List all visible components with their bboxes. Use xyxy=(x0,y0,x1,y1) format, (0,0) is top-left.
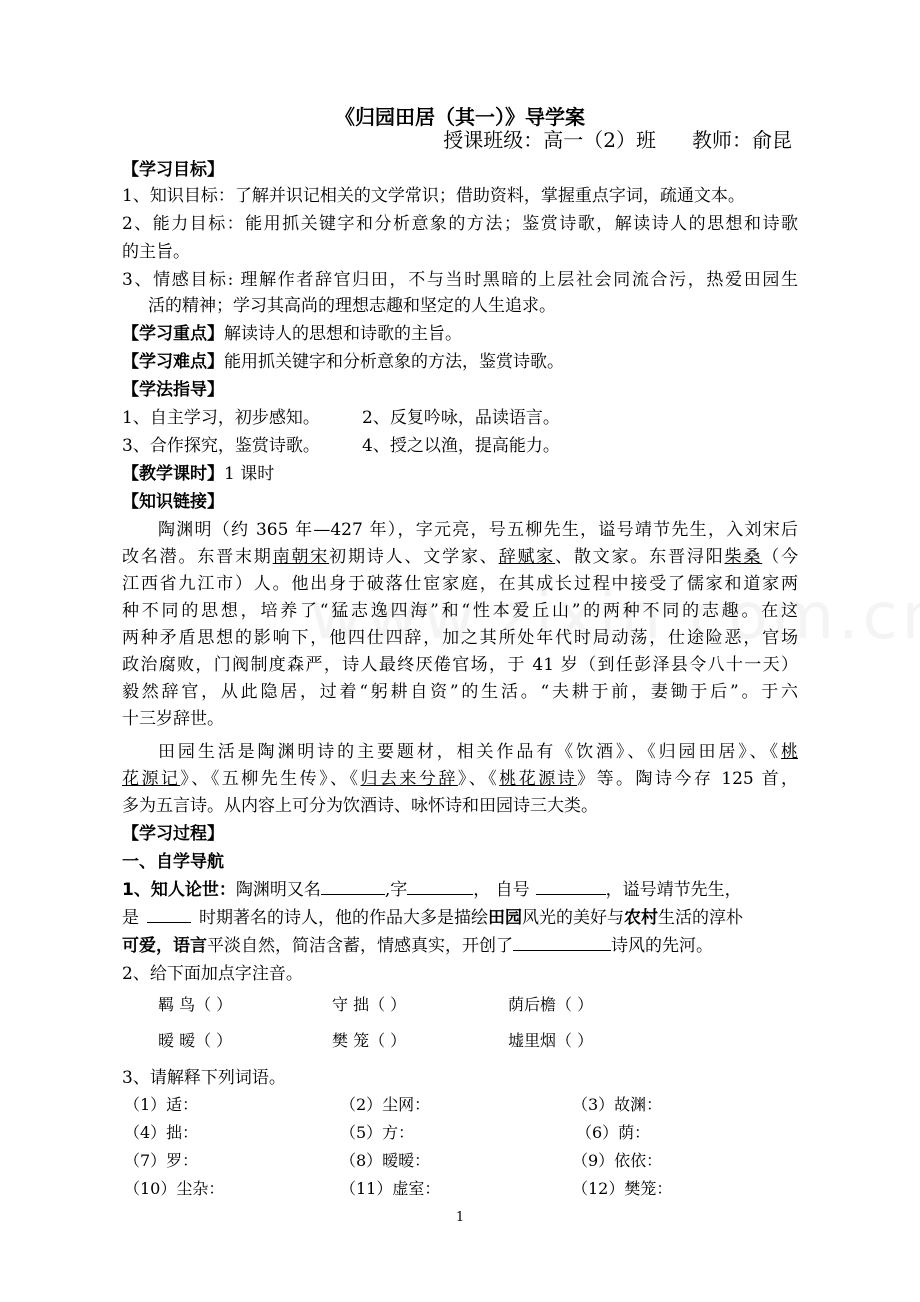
bio-line-8: 十三岁辞世。 xyxy=(122,709,224,729)
q1-bold: 农村 xyxy=(624,908,658,928)
page-number: 1 xyxy=(455,1210,465,1225)
link-taohuayuan-ji[interactable]: 桃 xyxy=(781,742,798,762)
pinyin-item[interactable]: 守 拙（ ） xyxy=(332,995,407,1014)
word-item[interactable]: （4）拙： xyxy=(124,1123,199,1142)
class-hours xyxy=(122,462,274,486)
link-cifu-jia[interactable]: 辞赋家 xyxy=(498,547,556,567)
word-item[interactable]: （8）暧暧： xyxy=(340,1151,431,1170)
blank-courtesy-name[interactable] xyxy=(407,879,473,895)
diff-text: 能用抓关键字和分析意象的方法，鉴赏诗歌。 xyxy=(224,352,564,372)
method-3: 3、合作探究，鉴赏诗歌。 xyxy=(122,436,320,456)
q1-text: ，谥号靖节先生， xyxy=(605,880,742,900)
bio-line-7: 毅然辞官，从此隐居，过着“躬耕自资”的生活。“夫耕于前，妻锄于后”。于六 xyxy=(122,682,798,702)
link-chaisang[interactable]: 柴桑 xyxy=(724,547,763,567)
bio-line-2 xyxy=(122,545,798,569)
bio-line-1: 陶渊明（约 365 年—427 年），字元亮，号五柳先生，谥号靖节先生，入刘宋后 xyxy=(158,520,798,540)
pinyin-item[interactable]: 暧 暧（ ） xyxy=(158,1031,233,1050)
key-text: 解读诗人的思想和诗歌的主旨。 xyxy=(224,324,462,344)
hours-text: 1 课时 xyxy=(224,464,275,484)
question-3: 3、请解释下列词语。 xyxy=(122,1068,286,1088)
works-text: 》、《五柳先生传》、《 xyxy=(180,769,361,789)
question-1-line-1 xyxy=(122,878,742,902)
q1-text: 诗风的先河。 xyxy=(611,936,713,956)
pinyin-item[interactable]: 樊 笼（ ） xyxy=(332,1031,407,1050)
method-heading: 【学法指导】 xyxy=(122,380,224,400)
bio-line-3: 江西省九江市）人。他出身于破落仕宦家庭，在其成长过程中接受了儒家和道家两 xyxy=(122,574,798,594)
blank-alias[interactable] xyxy=(321,879,385,895)
objective-3: 3、情感目标: 理解作者辞官归田，不与当时黑暗的上层社会同流合污，热爱田园生 xyxy=(122,270,798,290)
key-label: 【学习重点】 xyxy=(122,324,224,344)
bio-text: （今 xyxy=(762,547,799,567)
method-4: 4、授之以渔，提高能力。 xyxy=(362,436,560,456)
hours-label: 【教学课时】 xyxy=(122,464,224,484)
word-item[interactable]: （6）荫： xyxy=(576,1123,651,1142)
word-item[interactable]: （5）方： xyxy=(340,1123,415,1142)
word-item[interactable]: （2）尘网： xyxy=(340,1095,431,1114)
q1-text: 平淡自然，简洁含蓄，情感真实，开创了 xyxy=(207,936,513,956)
works-line-2 xyxy=(122,767,798,791)
q1-text: 时期著名的诗人，他的作品大多是描绘 xyxy=(199,908,488,928)
method-1: 1、自主学习，初步感知。 xyxy=(122,408,320,428)
word-item[interactable]: （1）适： xyxy=(124,1095,199,1114)
class-teacher-line xyxy=(443,127,792,153)
class-info: 授课班级：高一（2）班 xyxy=(443,128,656,152)
method-2: 2、反复吟咏，品读语言。 xyxy=(362,408,560,428)
link-nanchao-song[interactable]: 南朝宋 xyxy=(272,547,330,567)
works-text: 田园生活是陶渊明诗的主要题材，相关作品有《饮酒》、《归园田居》、《 xyxy=(158,742,781,762)
works-text: 》等。陶诗今存 125 首， xyxy=(577,769,799,789)
word-item[interactable]: （3）故渊： xyxy=(572,1095,663,1114)
blank-self-title[interactable] xyxy=(536,879,606,895)
question-1-line-3 xyxy=(122,934,713,958)
blank-poetic-style[interactable] xyxy=(513,935,611,951)
page-title: 《归园田居（其一）》导学案 xyxy=(335,105,585,129)
bio-text: 初期诗人、文学家、 xyxy=(329,547,499,567)
objectives-heading: 【学习目标】 xyxy=(122,160,224,180)
q1-text: 陶渊明又名 xyxy=(235,880,321,900)
question-2: 2、给下面加点字注音。 xyxy=(122,964,303,984)
pinyin-item[interactable]: 羁 鸟（ ） xyxy=(158,995,233,1014)
difficulty xyxy=(122,350,564,374)
pinyin-item[interactable]: 墟里烟（ ） xyxy=(508,1031,594,1050)
link-guiqulaixi-ci[interactable]: 归去来兮辞 xyxy=(360,769,458,789)
link-taohuayuan-shi[interactable]: 桃花源诗 xyxy=(499,769,578,789)
q1-text: 风光的美好与 xyxy=(522,908,624,928)
q1-text: ， 自号 xyxy=(473,880,530,900)
link-heading: 【知识链接】 xyxy=(122,492,224,512)
q1-label: 1、知人论世： xyxy=(122,880,236,900)
word-item[interactable]: （12）樊笼： xyxy=(572,1179,673,1198)
works-text: 》、《 xyxy=(457,769,500,789)
objective-3-cont: 活的精神；学习其高尚的理想志趣和坚定的人生追求。 xyxy=(148,296,556,316)
q1-bold: 田园 xyxy=(488,908,522,928)
key-point xyxy=(122,322,462,346)
works-line-3: 多为五言诗。从内容上可分为饮酒诗、咏怀诗和田园诗三大类。 xyxy=(122,796,598,816)
pinyin-item[interactable]: 荫后檐（ ） xyxy=(508,995,594,1014)
q1-text: ,字 xyxy=(384,880,408,900)
bio-line-6: 政治腐败，门阀制度森严，诗人最终厌倦官场，于 41 岁（到任彭泽县令八十一天） xyxy=(122,655,798,675)
blank-era[interactable] xyxy=(147,907,191,923)
diff-label: 【学习难点】 xyxy=(122,352,224,372)
process-heading: 【学习过程】 xyxy=(122,824,224,844)
q1-text: 生活的淳朴 xyxy=(658,908,743,928)
link-taohuayuan-ji-cont[interactable]: 花源记 xyxy=(122,769,181,789)
works-line-1 xyxy=(158,740,798,764)
teacher-info: 教师：俞昆 xyxy=(692,128,792,152)
objective-2-cont: 的主旨。 xyxy=(122,242,190,262)
bio-line-4: 种不同的思想，培养了“猛志逸四海”和“性本爱丘山”的两种不同的志趣。在这 xyxy=(122,601,798,621)
word-item[interactable]: （10）尘杂： xyxy=(124,1179,225,1198)
objective-2: 2、能力目标：能用抓关键字和分析意象的方法；鉴赏诗歌，解读诗人的思想和诗歌 xyxy=(122,214,798,234)
bio-text: 、散文家。东晋浔阳 xyxy=(555,547,725,567)
objective-1: 1、知识目标：了解并识记相关的文学常识；借助资料，掌握重点字词，疏通文本。 xyxy=(122,186,745,206)
q1-text: 是 xyxy=(122,908,139,928)
word-item[interactable]: （9）依依： xyxy=(572,1151,663,1170)
question-1-line-2 xyxy=(122,906,743,930)
q1-bold: 可爱，语言 xyxy=(122,936,207,956)
bio-line-5: 两种矛盾思想的影响下，他四仕四辞，加之其所处年代时局动荡，仕途险恶，官场 xyxy=(122,628,798,648)
word-item[interactable]: （11）虚室： xyxy=(340,1179,441,1198)
section-1-heading: 一、自学导航 xyxy=(122,852,224,872)
word-item[interactable]: （7）罗： xyxy=(124,1151,199,1170)
bio-text: 改名潜。东晋末期 xyxy=(122,547,273,567)
